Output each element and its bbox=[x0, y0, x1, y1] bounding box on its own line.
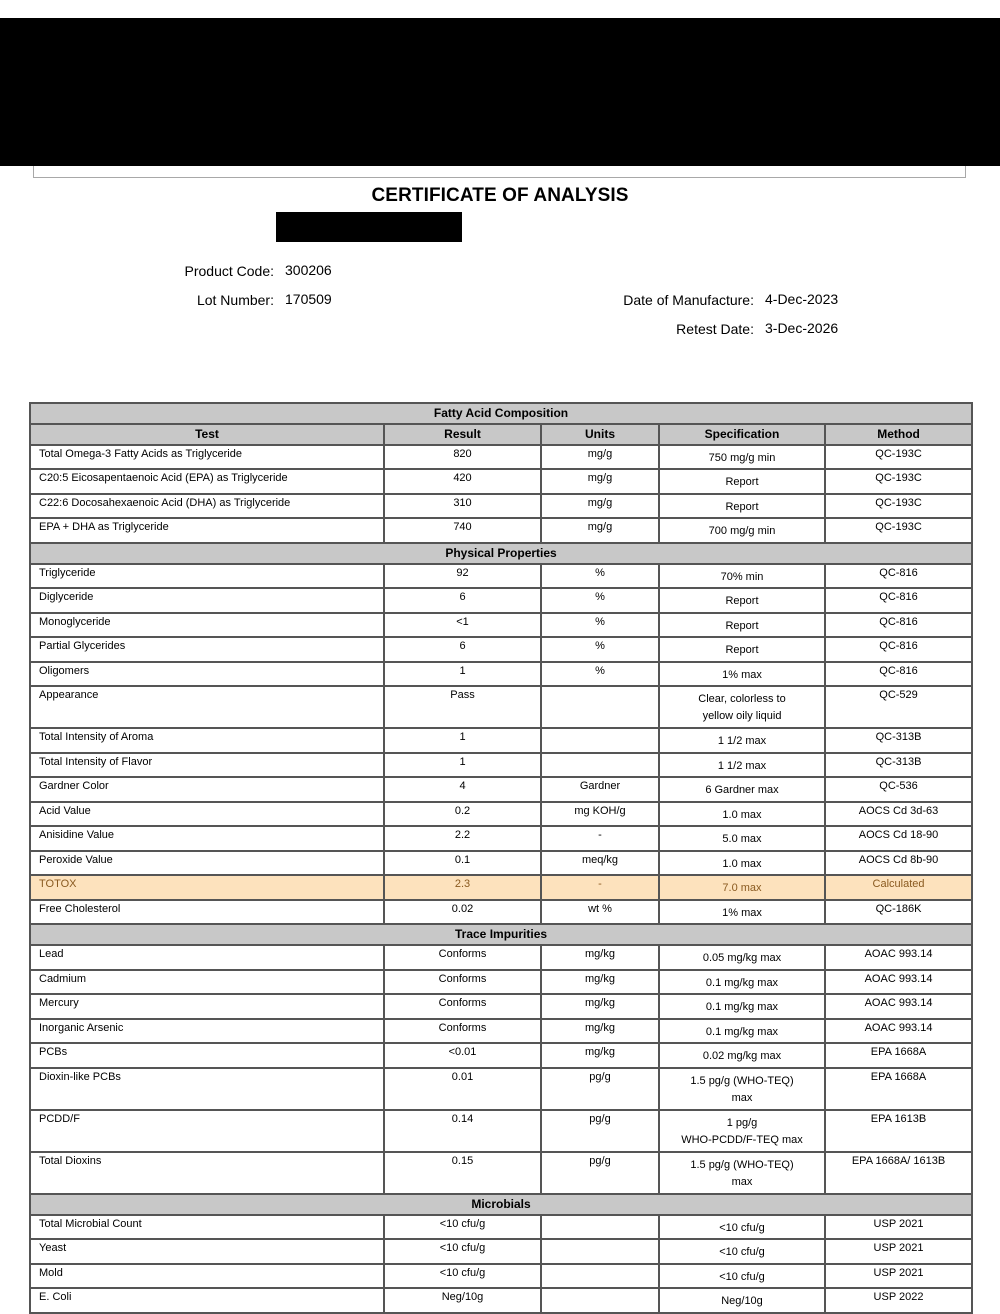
cell-result: 2.2 bbox=[384, 826, 541, 851]
cell-units bbox=[541, 1264, 659, 1289]
column-header-test: Test bbox=[30, 424, 384, 445]
cell-specification bbox=[659, 662, 825, 687]
cell-result: Conforms bbox=[384, 994, 541, 1019]
cell-method: USP 2021 bbox=[825, 1239, 972, 1264]
cell-test: TOTOX bbox=[30, 875, 384, 900]
table-row bbox=[30, 851, 972, 876]
cell-method: QC-313B bbox=[825, 753, 972, 778]
cell-specification bbox=[659, 445, 825, 470]
cell-result: 420 bbox=[384, 469, 541, 494]
analysis-table-body bbox=[30, 403, 972, 1313]
specification-line: 700 mg/g min bbox=[708, 525, 776, 537]
cell-specification bbox=[659, 564, 825, 589]
cell-method: AOAC 993.14 bbox=[825, 1019, 972, 1044]
date-of-manufacture-label: Date of Manufacture: bbox=[623, 292, 754, 308]
section-title: Physical Properties bbox=[30, 543, 972, 564]
cell-method: QC-193C bbox=[825, 445, 972, 470]
cell-specification bbox=[659, 1068, 825, 1110]
specification-line: Report bbox=[725, 595, 759, 607]
specification-line: 1.5 pg/g (WHO-TEQ) bbox=[690, 1158, 794, 1171]
table-row bbox=[30, 662, 972, 687]
cell-test: Mold bbox=[30, 1264, 384, 1289]
table-row bbox=[30, 1239, 972, 1264]
section-title: Trace Impurities bbox=[30, 924, 972, 945]
cell-specification bbox=[659, 777, 825, 802]
cell-units: mg/g bbox=[541, 518, 659, 543]
cell-method: USP 2021 bbox=[825, 1215, 972, 1240]
cell-specification bbox=[659, 1264, 825, 1289]
specification-line: 5.0 max bbox=[722, 833, 762, 845]
cell-test: Gardner Color bbox=[30, 777, 384, 802]
cell-units: mg/kg bbox=[541, 1043, 659, 1068]
header-frame bbox=[33, 166, 966, 178]
cell-specification bbox=[659, 826, 825, 851]
cell-units bbox=[541, 1239, 659, 1264]
cell-units: % bbox=[541, 662, 659, 687]
cell-units: % bbox=[541, 613, 659, 638]
cell-method: USP 2021 bbox=[825, 1264, 972, 1289]
cell-result: Neg/10g bbox=[384, 1288, 541, 1313]
analysis-table bbox=[29, 402, 973, 1314]
cell-method: QC-816 bbox=[825, 588, 972, 613]
cell-test: Total Omega-3 Fatty Acids as Triglyceride bbox=[30, 445, 384, 470]
cell-result: 6 bbox=[384, 637, 541, 662]
cell-units: % bbox=[541, 637, 659, 662]
cell-test: Oligomers bbox=[30, 662, 384, 687]
cell-specification bbox=[659, 728, 825, 753]
cell-units: mg/g bbox=[541, 469, 659, 494]
cell-units: wt % bbox=[541, 900, 659, 925]
table-row bbox=[30, 686, 972, 728]
cell-units: mg/kg bbox=[541, 945, 659, 970]
lot-number-label: Lot Number: bbox=[196, 292, 274, 308]
cell-specification bbox=[659, 802, 825, 827]
cell-units: pg/g bbox=[541, 1110, 659, 1152]
cell-test: C22:6 Docosahexaenoic Acid (DHA) as Triglyceride bbox=[30, 494, 384, 519]
cell-units bbox=[541, 1215, 659, 1240]
cell-test: Appearance bbox=[30, 686, 384, 728]
table-row bbox=[30, 564, 972, 589]
cell-units: mg/g bbox=[541, 494, 659, 519]
document-title: CERTIFICATE OF ANALYSIS bbox=[371, 185, 629, 206]
cell-test: PCBs bbox=[30, 1043, 384, 1068]
table-row bbox=[30, 1215, 972, 1240]
cell-method: AOAC 993.14 bbox=[825, 970, 972, 995]
section-header-row bbox=[30, 543, 972, 564]
cell-result: 740 bbox=[384, 518, 541, 543]
specification-line: 750 mg/g min bbox=[708, 451, 776, 464]
cell-result: 1 bbox=[384, 662, 541, 687]
cell-result: 0.15 bbox=[384, 1152, 541, 1194]
cell-method: QC-193C bbox=[825, 518, 972, 543]
cell-method: QC-816 bbox=[825, 662, 972, 687]
table-row bbox=[30, 494, 972, 519]
cell-units: - bbox=[541, 826, 659, 851]
cell-method: AOCS Cd 18-90 bbox=[825, 826, 972, 851]
table-row bbox=[30, 588, 972, 613]
cell-method: QC-193C bbox=[825, 494, 972, 519]
table-row bbox=[30, 1264, 972, 1289]
table-row bbox=[30, 1288, 972, 1313]
specification-line: 1 1/2 max bbox=[717, 735, 767, 747]
table-row bbox=[30, 518, 972, 543]
cell-test: Lead bbox=[30, 945, 384, 970]
cell-result: 0.14 bbox=[384, 1110, 541, 1152]
cell-test: Mercury bbox=[30, 994, 384, 1019]
cell-method: EPA 1668A bbox=[825, 1043, 972, 1068]
table-row bbox=[30, 970, 972, 995]
section-header-row bbox=[30, 1194, 972, 1215]
table-row bbox=[30, 613, 972, 638]
cell-result: 820 bbox=[384, 445, 541, 470]
cell-result: Conforms bbox=[384, 1019, 541, 1044]
cell-units: pg/g bbox=[541, 1068, 659, 1110]
specification-line: yellow oily liquid bbox=[702, 710, 782, 722]
cell-result: Conforms bbox=[384, 945, 541, 970]
cell-specification bbox=[659, 900, 825, 925]
cell-specification bbox=[659, 1043, 825, 1068]
cell-specification bbox=[659, 994, 825, 1019]
specification-line: 1.0 max bbox=[722, 857, 762, 870]
cell-specification bbox=[659, 753, 825, 778]
cell-specification bbox=[659, 1288, 825, 1313]
cell-specification bbox=[659, 945, 825, 970]
specification-line: max bbox=[731, 1175, 753, 1188]
cell-result: 0.2 bbox=[384, 802, 541, 827]
cell-units: % bbox=[541, 588, 659, 613]
redaction-bar-company bbox=[276, 212, 462, 242]
specification-line: Report bbox=[725, 500, 759, 513]
cell-method: QC-816 bbox=[825, 564, 972, 589]
cell-result: 0.1 bbox=[384, 851, 541, 876]
specification-line: 6 Gardner max bbox=[705, 784, 779, 796]
specification-line: 70% min bbox=[720, 570, 764, 583]
product-code-value: 300206 bbox=[285, 262, 332, 278]
cell-result: Pass bbox=[384, 686, 541, 728]
table-row bbox=[30, 753, 972, 778]
cell-result: <10 cfu/g bbox=[384, 1264, 541, 1289]
specification-line: max bbox=[731, 1091, 753, 1104]
cell-method: EPA 1668A bbox=[825, 1068, 972, 1110]
cell-test: Acid Value bbox=[30, 802, 384, 827]
cell-method: AOCS Cd 8b-90 bbox=[825, 851, 972, 876]
cell-units: % bbox=[541, 564, 659, 589]
cell-specification bbox=[659, 613, 825, 638]
specification-line: Report bbox=[725, 619, 759, 632]
cell-result: <10 cfu/g bbox=[384, 1215, 541, 1240]
cell-test: Partial Glycerides bbox=[30, 637, 384, 662]
specification-line: 1 1/2 max bbox=[717, 759, 767, 772]
cell-units: mg/g bbox=[541, 445, 659, 470]
cell-units: pg/g bbox=[541, 1152, 659, 1194]
cell-test: Monoglyceride bbox=[30, 613, 384, 638]
lot-number-value: 170509 bbox=[285, 291, 332, 307]
specification-line: WHO-PCDD/F-TEQ max bbox=[681, 1133, 803, 1146]
specification-line: <10 cfu/g bbox=[719, 1221, 765, 1234]
cell-specification bbox=[659, 469, 825, 494]
cell-units bbox=[541, 728, 659, 753]
cell-method: QC-816 bbox=[825, 637, 972, 662]
cell-specification bbox=[659, 637, 825, 662]
cell-result: <0.01 bbox=[384, 1043, 541, 1068]
cell-method: Calculated bbox=[825, 875, 972, 900]
cell-test: Total Microbial Count bbox=[30, 1215, 384, 1240]
cell-result: 6 bbox=[384, 588, 541, 613]
table-row bbox=[30, 637, 972, 662]
column-header-method: Method bbox=[825, 424, 972, 445]
table-row bbox=[30, 994, 972, 1019]
cell-specification bbox=[659, 518, 825, 543]
table-row bbox=[30, 1019, 972, 1044]
specification-line: <10 cfu/g bbox=[719, 1246, 765, 1258]
table-row bbox=[30, 1043, 972, 1068]
retest-date-label: Retest Date: bbox=[676, 321, 754, 337]
redaction-block-header bbox=[0, 18, 1000, 166]
cell-specification bbox=[659, 1215, 825, 1240]
cell-method: AOAC 993.14 bbox=[825, 994, 972, 1019]
cell-result: 310 bbox=[384, 494, 541, 519]
table-row bbox=[30, 1152, 972, 1194]
cell-result: 92 bbox=[384, 564, 541, 589]
table-row bbox=[30, 1110, 972, 1152]
cell-result: 0.01 bbox=[384, 1068, 541, 1110]
cell-specification bbox=[659, 1110, 825, 1152]
table-row bbox=[30, 728, 972, 753]
cell-method: QC-816 bbox=[825, 613, 972, 638]
cell-method: QC-186K bbox=[825, 900, 972, 925]
specification-line: 0.02 mg/kg max bbox=[702, 1050, 782, 1062]
specification-line: Neg/10g bbox=[721, 1295, 763, 1307]
cell-result: Conforms bbox=[384, 970, 541, 995]
cell-test: Total Intensity of Flavor bbox=[30, 753, 384, 778]
table-row bbox=[30, 826, 972, 851]
specification-line: 0.1 mg/kg max bbox=[705, 976, 779, 989]
cell-test: C20:5 Eicosapentaenoic Acid (EPA) as Triglyceride bbox=[30, 469, 384, 494]
column-header-specification: Specification bbox=[659, 424, 825, 445]
table-row bbox=[30, 802, 972, 827]
specification-line: 1% max bbox=[722, 668, 762, 681]
specification-line: 0.1 mg/kg max bbox=[705, 1001, 779, 1013]
specification-line: 1.5 pg/g (WHO-TEQ) bbox=[690, 1074, 794, 1087]
cell-result: 1 bbox=[384, 728, 541, 753]
cell-units bbox=[541, 1288, 659, 1313]
cell-test: Peroxide Value bbox=[30, 851, 384, 876]
cell-test: Free Cholesterol bbox=[30, 900, 384, 925]
cell-test: PCDD/F bbox=[30, 1110, 384, 1152]
cell-test: Cadmium bbox=[30, 970, 384, 995]
date-of-manufacture-value: 4-Dec-2023 bbox=[765, 291, 839, 307]
cell-test: EPA + DHA as Triglyceride bbox=[30, 518, 384, 543]
retest-date-value: 3-Dec-2026 bbox=[765, 320, 839, 336]
cell-specification bbox=[659, 851, 825, 876]
specification-line: Report bbox=[725, 644, 759, 656]
cell-units: mg KOH/g bbox=[541, 802, 659, 827]
cell-specification bbox=[659, 588, 825, 613]
cell-method: QC-313B bbox=[825, 728, 972, 753]
table-row bbox=[30, 945, 972, 970]
table-row bbox=[30, 875, 972, 900]
specification-line: 1 pg/g bbox=[726, 1116, 758, 1129]
cell-result: 1 bbox=[384, 753, 541, 778]
section-title: Microbials bbox=[30, 1194, 972, 1215]
cell-test: Diglyceride bbox=[30, 588, 384, 613]
table-row bbox=[30, 900, 972, 925]
cell-method: QC-193C bbox=[825, 469, 972, 494]
product-code-label: Product Code: bbox=[184, 263, 274, 279]
column-header-row bbox=[30, 424, 972, 445]
cell-specification bbox=[659, 494, 825, 519]
cell-result: 2.3 bbox=[384, 875, 541, 900]
table-row bbox=[30, 777, 972, 802]
section-header-row bbox=[30, 403, 972, 424]
column-header-result: Result bbox=[384, 424, 541, 445]
column-header-units: Units bbox=[541, 424, 659, 445]
cell-specification bbox=[659, 1239, 825, 1264]
cell-specification bbox=[659, 686, 825, 728]
cell-test: Anisidine Value bbox=[30, 826, 384, 851]
table-row bbox=[30, 1068, 972, 1110]
cell-units: Gardner bbox=[541, 777, 659, 802]
specification-line: Report bbox=[725, 476, 759, 488]
cell-method: USP 2022 bbox=[825, 1288, 972, 1313]
cell-test: Total Intensity of Aroma bbox=[30, 728, 384, 753]
cell-specification bbox=[659, 1019, 825, 1044]
table-row bbox=[30, 445, 972, 470]
cell-method: AOCS Cd 3d-63 bbox=[825, 802, 972, 827]
cell-units: mg/kg bbox=[541, 1019, 659, 1044]
cell-test: Dioxin-like PCBs bbox=[30, 1068, 384, 1110]
cell-specification bbox=[659, 1152, 825, 1194]
specification-line: 1.0 max bbox=[722, 808, 762, 821]
cell-test: Yeast bbox=[30, 1239, 384, 1264]
cell-method: EPA 1668A/ 1613B bbox=[825, 1152, 972, 1194]
cell-result: 4 bbox=[384, 777, 541, 802]
cell-specification bbox=[659, 970, 825, 995]
cell-result: <1 bbox=[384, 613, 541, 638]
cell-test: Triglyceride bbox=[30, 564, 384, 589]
specification-line: 1% max bbox=[722, 906, 762, 919]
specification-line: 0.1 mg/kg max bbox=[705, 1025, 779, 1038]
cell-result: <10 cfu/g bbox=[384, 1239, 541, 1264]
specification-line: 7.0 max bbox=[722, 882, 762, 894]
cell-method: EPA 1613B bbox=[825, 1110, 972, 1152]
cell-units: meq/kg bbox=[541, 851, 659, 876]
cell-units: - bbox=[541, 875, 659, 900]
cell-test: Inorganic Arsenic bbox=[30, 1019, 384, 1044]
specification-line: <10 cfu/g bbox=[719, 1270, 765, 1283]
cell-specification bbox=[659, 875, 825, 900]
cell-units: mg/kg bbox=[541, 994, 659, 1019]
section-title: Fatty Acid Composition bbox=[30, 403, 972, 424]
specification-line: Clear, colorless to bbox=[698, 693, 786, 705]
cell-units bbox=[541, 753, 659, 778]
table-row bbox=[30, 469, 972, 494]
cell-method: QC-529 bbox=[825, 686, 972, 728]
cell-method: AOAC 993.14 bbox=[825, 945, 972, 970]
cell-test: Total Dioxins bbox=[30, 1152, 384, 1194]
cell-result: 0.02 bbox=[384, 900, 541, 925]
cell-test: E. Coli bbox=[30, 1288, 384, 1313]
cell-units bbox=[541, 686, 659, 728]
cell-method: QC-536 bbox=[825, 777, 972, 802]
cell-units: mg/kg bbox=[541, 970, 659, 995]
specification-line: 0.05 mg/kg max bbox=[702, 952, 782, 964]
section-header-row bbox=[30, 924, 972, 945]
